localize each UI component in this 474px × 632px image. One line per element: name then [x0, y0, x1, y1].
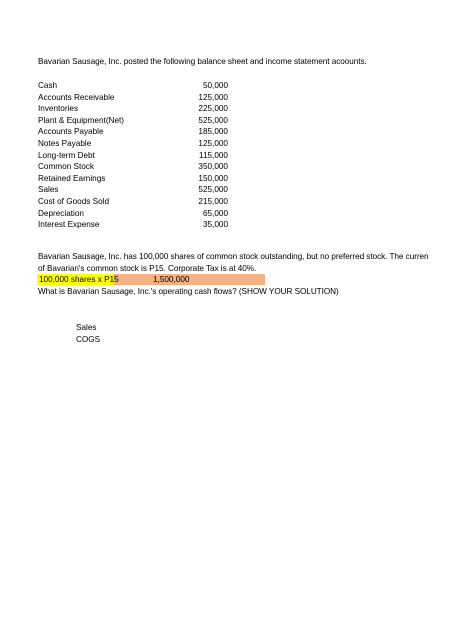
account-row: [38, 161, 228, 173]
account-row: [38, 103, 228, 115]
account-value: 35,000: [202, 220, 228, 230]
account-label: Inventories: [38, 104, 79, 114]
account-label: Plant & Equipment(Net): [38, 115, 125, 125]
account-row: [38, 115, 228, 127]
paragraph-line-1: Bavarian Sausage, Inc. has 100,000 shares of common stock outstanding, but no preferred stock. The curren: [38, 252, 429, 261]
account-value: 525,000: [198, 185, 228, 195]
account-label: Notes Payable: [38, 138, 92, 148]
account-label: Interest Expense: [38, 220, 100, 230]
account-value: 125,000: [198, 92, 228, 102]
account-label: Sales: [38, 185, 59, 195]
solution-sales-label: Sales: [76, 323, 97, 332]
account-value: 350,000: [198, 162, 228, 172]
account-row: [38, 150, 228, 162]
account-value: 225,000: [198, 104, 228, 114]
account-value: 150,000: [198, 173, 228, 183]
solution-cogs-label: COGS: [76, 335, 101, 344]
shares-calculation-text: 100,000 shares x P15: [39, 275, 119, 284]
account-value: 215,000: [198, 196, 228, 206]
account-value: 185,000: [198, 127, 228, 137]
account-row: [38, 138, 228, 150]
account-label: Accounts Receivable: [38, 92, 115, 102]
account-row: [38, 80, 228, 92]
account-value: 125,000: [198, 138, 228, 148]
highlighted-calculation-row: [37, 274, 265, 285]
account-value: 525,000: [198, 115, 228, 125]
account-row: [38, 92, 228, 104]
account-label: Depreciation: [38, 208, 84, 218]
accounts-list: [38, 80, 228, 231]
intro-text: Bavarian Sausage, Inc. posted the following balance sheet and income statement acoounts.: [38, 57, 367, 66]
account-value: 50,000: [202, 81, 228, 90]
account-label: Common Stock: [38, 162, 94, 172]
question-text: What is Bavarian Sausage, Inc.'s operating cash flows? (SHOW YOUR SOLUTION): [38, 287, 339, 296]
account-row: [38, 184, 228, 196]
account-label: Accounts Payable: [38, 127, 104, 137]
account-row: [38, 173, 228, 185]
market-value-result: 1,500,000: [153, 275, 190, 284]
account-row: [38, 196, 228, 208]
account-label: Cost of Goods Sold: [38, 196, 109, 206]
account-value: 65,000: [202, 208, 228, 218]
paragraph-line-2: of Bavarian's common stock is P15. Corporate Tax is at 40%.: [38, 264, 257, 273]
account-row: [38, 208, 228, 220]
account-value: 115,000: [199, 150, 228, 160]
account-label: Retained Earnings: [38, 173, 106, 183]
account-label: Cash: [38, 81, 58, 90]
account-label: Long-term Debt: [38, 150, 95, 160]
account-row: [38, 219, 228, 231]
account-row: [38, 126, 228, 138]
